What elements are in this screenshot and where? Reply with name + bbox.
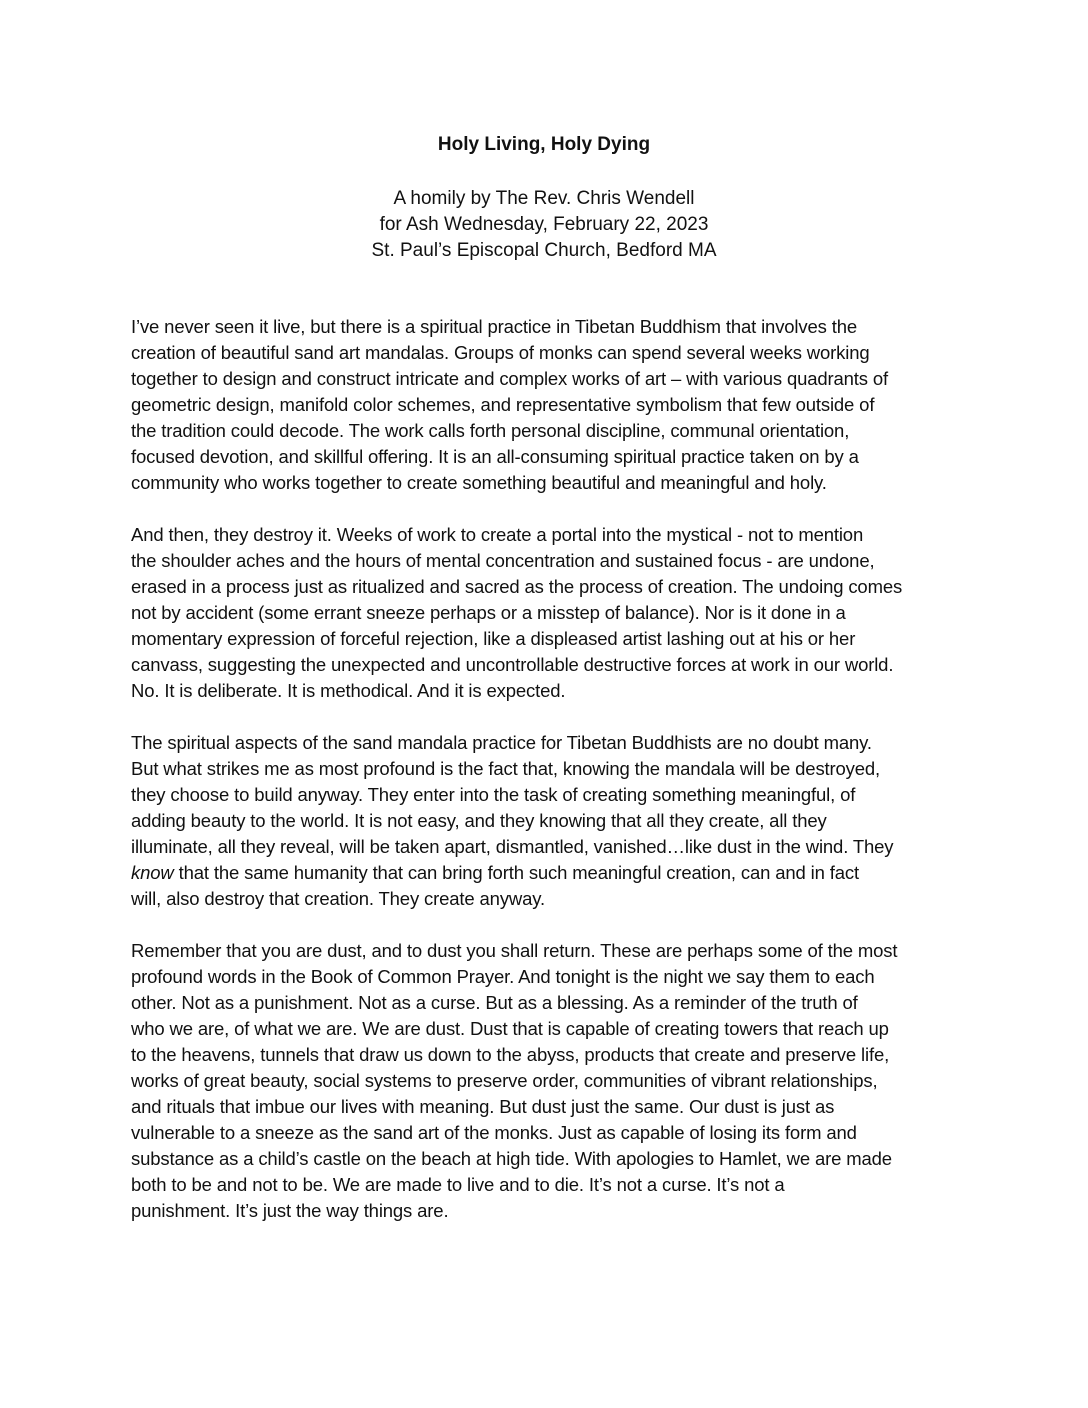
paragraph-line: profound words in the Book of Common Prayer. And tonight is the night we say them to each (131, 966, 875, 987)
paragraph-line: both to be and not to be. We are made to live and to die. It’s not a curse. It’s not a (131, 1174, 785, 1195)
paragraph-line: who we are, of what we are. We are dust. Dust that is capable of creating towers that reach up (131, 1018, 889, 1039)
paragraph-line: creation of beautiful sand art mandalas. Groups of monks can spend several weeks working (131, 342, 870, 363)
paragraph-1 (131, 314, 971, 496)
paragraph-line: will, also destroy that creation. They create anyway. (131, 888, 545, 909)
paragraph-line: But what strikes me as most profound is the fact that, knowing the mandala will be destroyed, (131, 758, 881, 779)
byline-church: St. Paul’s Episcopal Church, Bedford MA (371, 240, 717, 261)
byline-occasion: for Ash Wednesday, February 22, 2023 (379, 214, 709, 235)
paragraph-line: substance as a child’s castle on the beach at high tide. With apologies to Hamlet, we are made (131, 1148, 892, 1169)
paragraph-line: No. It is deliberate. It is methodical. And it is expected. (131, 680, 566, 701)
paragraph-line: And then, they destroy it. Weeks of work to create a portal into the mystical - not to mention (131, 524, 864, 545)
line-remainder: that the same humanity that can bring forth such meaningful creation, can and in fact (173, 862, 859, 883)
paragraph-line: The spiritual aspects of the sand mandala practice for Tibetan Buddhists are no doubt many. (131, 732, 872, 753)
paragraph-line: adding beauty to the world. It is not easy, and they knowing that all they create, all they (131, 810, 827, 831)
paragraph-line: Remember that you are dust, and to dust you shall return. These are perhaps some of the most (131, 940, 898, 961)
paragraph-line: I’ve never seen it live, but there is a spiritual practice in Tibetan Buddhism that involves the (131, 316, 857, 337)
italic-word: know (131, 862, 174, 883)
paragraph-3 (131, 730, 971, 912)
paragraph-line: erased in a process just as ritualized and sacred as the process of creation. The undoing comes (131, 576, 903, 597)
paragraph-line: geometric design, manifold color schemes, and representative symbolism that few outside of (131, 394, 875, 415)
paragraph-line: focused devotion, and skillful offering. It is an all-consuming spiritual practice taken on by a (131, 446, 859, 467)
paragraph-line: works of great beauty, social systems to preserve order, communities of vibrant relationships, (131, 1070, 878, 1091)
paragraph-line: not by accident (some errant sneeze perhaps or a misstep of balance). Nor is it done in a (131, 602, 846, 623)
paragraph-line: and rituals that imbue our lives with meaning. But dust just the same. Our dust is just as (131, 1096, 835, 1117)
paragraph-line: the shoulder aches and the hours of mental concentration and sustained focus - are undone, (131, 550, 875, 571)
paragraph-line: other. Not as a punishment. Not as a curse. But as a blessing. As a reminder of the truth of (131, 992, 858, 1013)
paragraph-line: canvass, suggesting the unexpected and uncontrollable destructive forces at work in our world. (131, 654, 894, 675)
byline-block (0, 186, 1088, 264)
paragraph-line: vulnerable to a sneeze as the sand art of the monks. Just as capable of losing its form and (131, 1122, 857, 1143)
paragraph-line: to the heavens, tunnels that draw us down to the abyss, products that create and preserve life, (131, 1044, 890, 1065)
paragraph-line: punishment. It’s just the way things are. (131, 1200, 449, 1221)
paragraph-4 (131, 938, 971, 1224)
paragraph-line: momentary expression of forceful rejection, like a displeased artist lashing out at his or her (131, 628, 856, 649)
paragraph-line: illuminate, all they reveal, will be taken apart, dismantled, vanished…like dust in the wind. They (131, 836, 894, 857)
paragraph-line: community who works together to create something beautiful and meaningful and holy. (131, 472, 827, 493)
paragraph-2 (131, 522, 971, 704)
paragraph-line-italic (131, 860, 971, 886)
paragraph-line: they choose to build anyway. They enter into the task of creating something meaningful, of (131, 784, 856, 805)
byline-author: A homily by The Rev. Chris Wendell (393, 188, 695, 209)
paragraph-line: the tradition could decode. The work calls forth personal discipline, communal orientation, (131, 420, 850, 441)
paragraph-line: together to design and construct intricate and complex works of art – with various quadrants of (131, 368, 888, 389)
document-title: Holy Living, Holy Dying (437, 134, 651, 155)
